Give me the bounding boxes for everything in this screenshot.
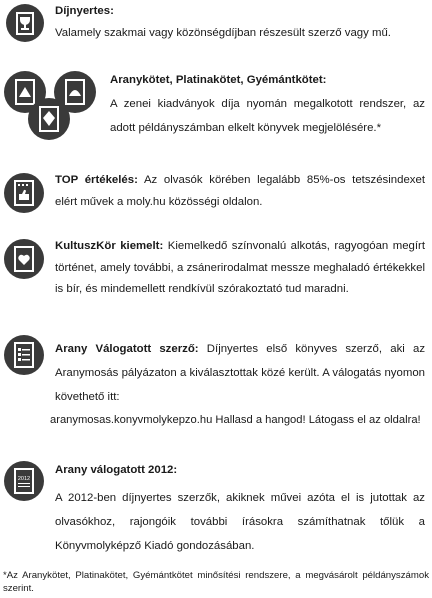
section-title: Aranykötet, Platinakötet, Gyémántkötet:	[110, 74, 327, 86]
thumbs-up-book-icon	[3, 172, 45, 214]
2012-book-icon	[3, 460, 45, 502]
section-description: Valamely szakmai vagy közönségdíjban részesült szerző vagy mű.	[55, 26, 391, 39]
icon-badge-text: 2012	[17, 476, 31, 482]
section-top	[55, 170, 425, 213]
trophy-award-icon	[5, 3, 45, 43]
section-title: TOP értékelés:	[55, 174, 138, 186]
diamond-book-icon	[27, 97, 71, 141]
section-dijnyertes	[55, 1, 425, 44]
section-body	[55, 337, 425, 409]
section-description: Kiemelkedő színvonalú alkotás, ragyogóan megírt történet, amely további, a zsánerirodalmat messze meghaladó értékekkel is bír, és mindemellett rendkívül szórakoztató tud maradni.	[55, 240, 425, 295]
section-description: A zenei kiadványok díja nyomán megalkotott rendszer, az adott példányszámban elkelt könyvek megjelölésére.*	[110, 97, 425, 134]
section-body	[55, 170, 425, 213]
section-title: KultuszKör kiemelt:	[55, 240, 164, 252]
section-aranykotet	[110, 70, 425, 140]
section-title: Díjnyertes:	[55, 5, 114, 17]
section-title: Arany Válogatott szerző:	[55, 343, 199, 355]
section-arany-valogatott-szerzo	[55, 337, 425, 409]
footnote: *Az Aranykötet, Platinakötet, Gyémántkötet minősítési rendszere, a megvásárolt példányszámok szerint.	[3, 570, 429, 594]
section-description: Az olvasók körében legalább 85%-os tetszésindexet elért művek a moly.hu közösségi oldalon.	[55, 174, 425, 208]
section-arany-valogatott-2012	[55, 460, 425, 558]
section-kultuszkor	[55, 236, 425, 301]
heart-book-icon	[3, 238, 45, 280]
section-description: A 2012-ben díjnyertes szerzők, akiknek művei azóta el is jutottak az olvasókhoz, rajongóik további írásokra számíthatnak tőlük a Könyvmolyképző Kiadó gondozásában.	[55, 491, 425, 552]
section-body	[55, 236, 425, 301]
section-title: Arany válogatott 2012:	[55, 464, 178, 476]
list-book-icon	[3, 334, 45, 376]
section-description: Díjnyertes első könyves szerző, aki az Aranymosás pályázaton a kiválasztottak közé került. A válogatás nyomon követhető itt:	[55, 343, 426, 403]
aranymosas-link-line[interactable]: aranymosas.konyvmolykepzo.hu Hallasd a hangod! Látogass el az oldalra!	[50, 414, 421, 426]
